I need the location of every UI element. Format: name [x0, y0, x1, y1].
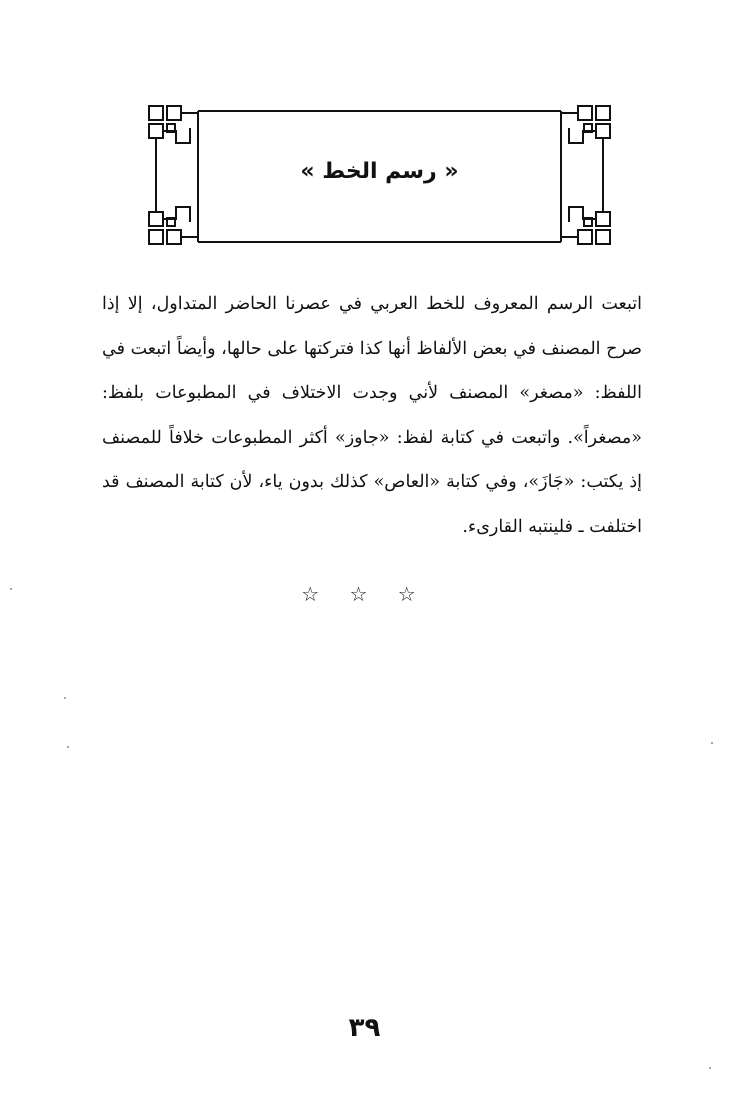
body-paragraph: اتبعت الرسم المعروف للخط العربي في عصرنا الحاضر المتداول، إلا إذا صرح المصنف في بعض الألفاظ أنها كذا فتركتها على حالها، وأيضاً اتبعت في اللفظ: «مصغر» المصنف لأني وجدت الاختلاف في المطبوعات بلفظ: «مصغراً». واتبعت في كتابة لفظ: «جاوز» أكثر المطبوعات خلافاً للمصنف إذ يكتب: «جَازَ»، وفي كتابة «العاص» كذلك بدون ياء، لأن كتابة المصنف قد اختلفت ـ فلينتبه القارىء.	[102, 294, 642, 537]
corner-ornament-top-left	[149, 106, 198, 153]
scan-speck	[67, 746, 69, 748]
page-number: ٣٩	[348, 1013, 381, 1043]
corner-ornament-top-right	[561, 106, 610, 153]
corner-ornament-bottom-right	[561, 198, 610, 244]
scan-speck	[64, 697, 66, 699]
scan-speck	[709, 1067, 711, 1069]
corner-ornament-bottom-left	[149, 198, 198, 244]
scan-speck	[711, 742, 713, 744]
scan-speck	[10, 588, 12, 590]
stars-separator: ☆ ☆ ☆	[301, 582, 428, 606]
heading-frame	[146, 103, 613, 247]
section-heading: « رسم الخط »	[300, 159, 459, 184]
